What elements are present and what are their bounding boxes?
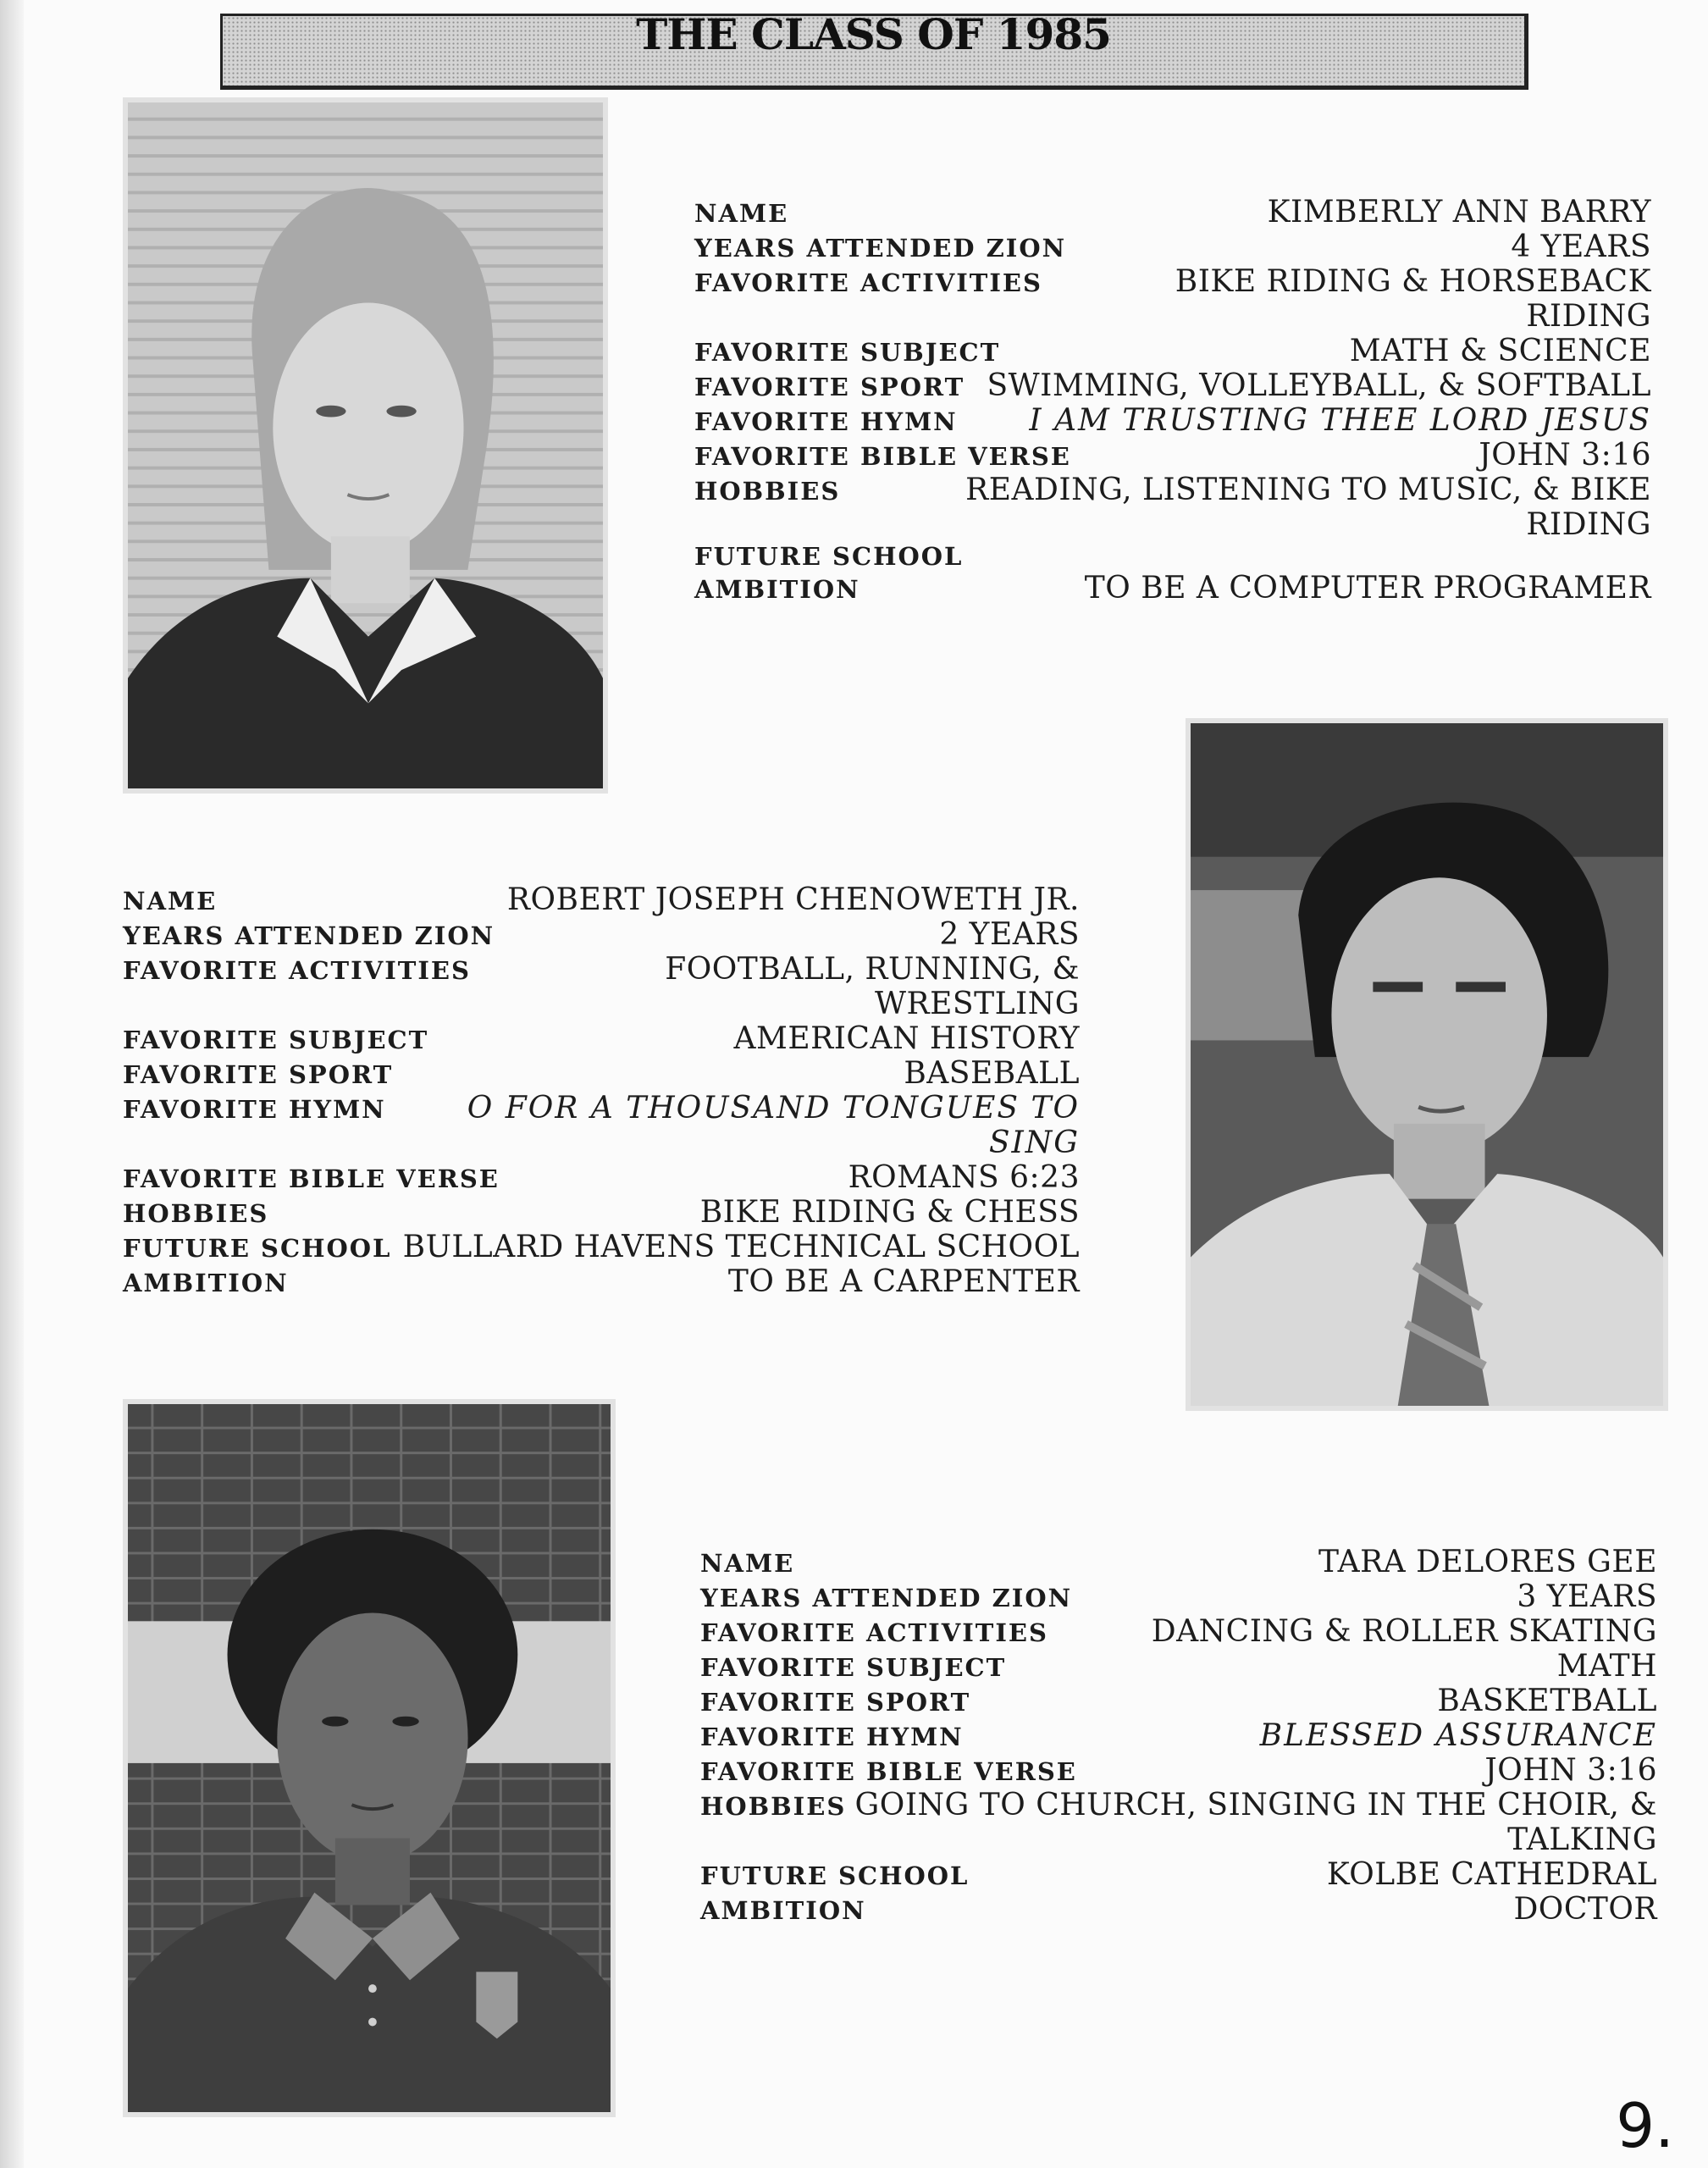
field-label: FAVORITE ACTIVITIES bbox=[123, 956, 471, 985]
field-label: HOBBIES bbox=[700, 1792, 847, 1821]
page-title: THE CLASS OF 1985 bbox=[636, 8, 1111, 59]
field-value: JOHN 3:16 bbox=[1479, 438, 1651, 473]
field-value: SWIMMING, VOLLEYBALL, & SOFTBALL bbox=[987, 368, 1651, 403]
field-row bbox=[700, 1753, 1657, 1788]
field-row bbox=[694, 571, 1651, 606]
field-value: 4 YEARS bbox=[1511, 230, 1651, 264]
field-label: FAVORITE BIBLE VERSE bbox=[123, 1164, 500, 1193]
field-row bbox=[123, 1195, 1080, 1230]
field-value: AMERICAN HISTORY bbox=[733, 1021, 1080, 1056]
field-row bbox=[700, 1788, 1657, 1857]
field-label: NAME bbox=[700, 1549, 795, 1578]
field-row bbox=[694, 334, 1651, 368]
field-row bbox=[694, 368, 1651, 403]
field-value: ROMANS 6:23 bbox=[848, 1160, 1080, 1195]
student-info-3 bbox=[700, 1545, 1657, 1927]
field-label: FAVORITE SUBJECT bbox=[694, 338, 1001, 367]
field-row bbox=[700, 1649, 1657, 1684]
field-label: FAVORITE HYMN bbox=[694, 407, 958, 436]
field-row bbox=[700, 1614, 1657, 1649]
field-row bbox=[700, 1892, 1657, 1927]
field-value: TO BE A COMPUTER PROGRAMER bbox=[1084, 571, 1651, 606]
hymn-value: I AM TRUSTING THEE LORD JESUS bbox=[1029, 403, 1651, 438]
field-label: FAVORITE SPORT bbox=[700, 1688, 971, 1717]
field-row bbox=[123, 1021, 1080, 1056]
field-label: YEARS ATTENDED ZION bbox=[694, 234, 1067, 263]
student-info-2 bbox=[123, 882, 1080, 1299]
field-value: DANCING & ROLLER SKATING bbox=[1151, 1614, 1657, 1649]
field-row bbox=[694, 473, 1651, 542]
student-name: TARA DELORES GEE bbox=[1318, 1545, 1657, 1579]
field-row bbox=[700, 1579, 1657, 1614]
field-row bbox=[694, 438, 1651, 473]
field-label: FAVORITE BIBLE VERSE bbox=[694, 442, 1071, 471]
field-row bbox=[123, 1091, 1080, 1160]
field-row bbox=[700, 1545, 1657, 1579]
field-label: FAVORITE SPORT bbox=[694, 373, 965, 401]
field-label: AMBITION bbox=[123, 1269, 289, 1297]
field-row bbox=[123, 1160, 1080, 1195]
field-label: YEARS ATTENDED ZION bbox=[700, 1584, 1073, 1612]
field-value: MATH & SCIENCE bbox=[1349, 334, 1651, 368]
field-label: NAME bbox=[694, 199, 789, 228]
title-banner bbox=[220, 8, 1528, 90]
field-row bbox=[694, 195, 1651, 230]
field-label: NAME bbox=[123, 887, 218, 915]
field-row bbox=[123, 917, 1080, 952]
field-label: FAVORITE SPORT bbox=[123, 1060, 394, 1089]
page-binding-edge bbox=[0, 0, 24, 2168]
field-label: FAVORITE HYMN bbox=[700, 1723, 964, 1751]
field-value: MATH bbox=[1556, 1649, 1657, 1684]
field-label: FAVORITE SUBJECT bbox=[123, 1026, 429, 1054]
portrait-photo-2 bbox=[1191, 723, 1663, 1406]
field-row bbox=[694, 264, 1651, 334]
field-label: FAVORITE BIBLE VERSE bbox=[700, 1757, 1077, 1786]
field-value: BIKE RIDING & HORSEBACK RIDING bbox=[1175, 264, 1651, 334]
page-number: 9. bbox=[1616, 2090, 1674, 2161]
field-label: YEARS ATTENDED ZION bbox=[123, 921, 495, 950]
student-name: KIMBERLY ANN BARRY bbox=[1267, 195, 1651, 230]
hymn-value: BLESSED ASSURANCE bbox=[1259, 1718, 1657, 1753]
field-value: KOLBE CATHEDRAL bbox=[1326, 1857, 1657, 1892]
field-value: DOCTOR bbox=[1513, 1892, 1657, 1927]
field-value: READING, LISTENING TO MUSIC, & BIKE RIDING bbox=[965, 473, 1651, 542]
portrait-photo-3 bbox=[128, 1404, 611, 2112]
field-label: FAVORITE ACTIVITIES bbox=[700, 1618, 1048, 1647]
field-value: GOING TO CHURCH, SINGING IN THE CHOIR, & TALKING bbox=[854, 1788, 1657, 1857]
field-label: HOBBIES bbox=[123, 1199, 269, 1228]
field-row bbox=[123, 1230, 1080, 1264]
field-value: JOHN 3:16 bbox=[1484, 1753, 1657, 1788]
field-row bbox=[694, 542, 1651, 571]
field-label: AMBITION bbox=[700, 1896, 866, 1925]
field-label: FUTURE SCHOOL bbox=[694, 542, 964, 571]
portrait-photo-1 bbox=[128, 102, 603, 788]
field-row bbox=[694, 230, 1651, 264]
student-photo-3 bbox=[123, 1399, 616, 2117]
field-value: 3 YEARS bbox=[1517, 1579, 1657, 1614]
field-value: BULLARD HAVENS TECHNICAL SCHOOL bbox=[402, 1230, 1080, 1264]
field-label: FUTURE SCHOOL bbox=[123, 1234, 392, 1263]
field-label: FUTURE SCHOOL bbox=[700, 1861, 970, 1890]
student-photo-1 bbox=[123, 97, 608, 794]
field-value: 2 YEARS bbox=[939, 917, 1080, 952]
field-row bbox=[123, 882, 1080, 917]
hymn-value: O FOR A THOUSAND TONGUES TO SING bbox=[467, 1091, 1080, 1160]
field-label: FAVORITE SUBJECT bbox=[700, 1653, 1007, 1682]
field-value: TO BE A CARPENTER bbox=[727, 1264, 1080, 1299]
field-value: FOOTBALL, RUNNING, & WRESTLING bbox=[665, 952, 1080, 1021]
field-row bbox=[123, 952, 1080, 1021]
field-label: FAVORITE ACTIVITIES bbox=[694, 268, 1042, 297]
field-value: BASKETBALL bbox=[1437, 1684, 1657, 1718]
field-row bbox=[700, 1684, 1657, 1718]
field-row bbox=[123, 1264, 1080, 1299]
field-row bbox=[700, 1857, 1657, 1892]
student-info-1 bbox=[694, 195, 1651, 606]
student-photo-2 bbox=[1186, 718, 1668, 1411]
field-row bbox=[694, 403, 1651, 438]
student-name: ROBERT JOSEPH CHENOWETH JR. bbox=[506, 882, 1080, 917]
field-row bbox=[123, 1056, 1080, 1091]
field-value: BASEBALL bbox=[904, 1056, 1080, 1091]
field-label: AMBITION bbox=[694, 575, 860, 604]
field-value: BIKE RIDING & CHESS bbox=[699, 1195, 1080, 1230]
field-label: FAVORITE HYMN bbox=[123, 1095, 386, 1124]
field-row bbox=[700, 1718, 1657, 1753]
field-label: HOBBIES bbox=[694, 477, 841, 506]
